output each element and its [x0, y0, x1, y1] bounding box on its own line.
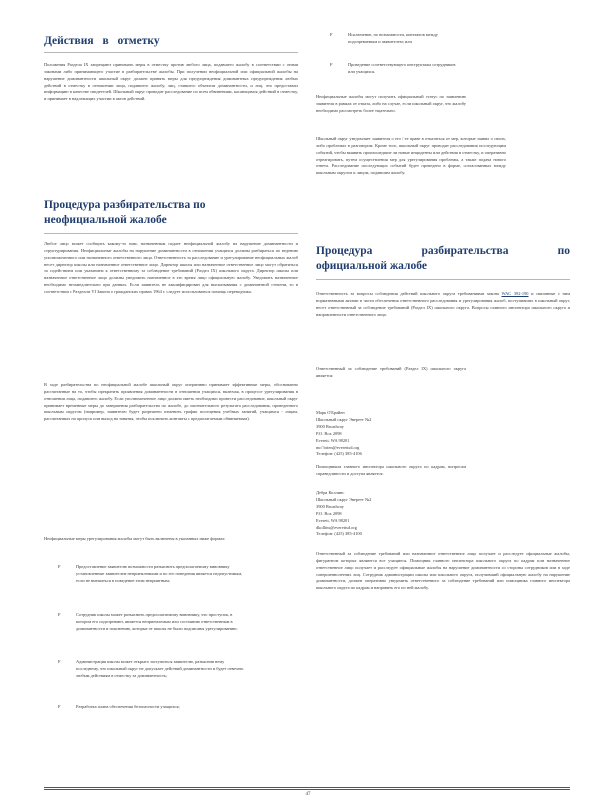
informal-paragraph-3: Неофициальные меры урегулирования жалобы могут быть включены в указанных ниже формах: [44, 536, 226, 541]
retaliation-paragraph: Положения Раздела IX запрещают принимать меры в отместку против любого лица, подавшего жалобу в соответствии с этими законами либо принимающего участие в разбирательстве жалобы. При получении неофициальной или официальной жалобы на нарушение доминантности школьный округ должен принять меры для предупреждения доминантных предупреждения любых действий в отместку в отношении лица, подавшего жалобу, лиц, ставшего объектом доминантности, и лиц, что предоставил информацию в качестве свидетелей. Школьный округ проводит расследование по всем обвинениям, касающимся действий в отместку, и принимает в надлежащих участии в актов действий. [44, 62, 298, 102]
bullet-item [58, 612, 258, 652]
informal-paragraph-2: В ходе разбирательства по неофициальной жалобе школьный округ оперативно принимает эффективные меры, обоснованно рассчитанные на то, чтобы прекратить проявления доминантности в отношении учащихся, включая, в процессе урегулирования в отношении лица, подавшего жалобу. Если уполномоченное лицо должно иметь необходимо провести расследование, школьный округ принимает временные меры до завершения разбирательства по жалобе, до окончательного результата расследования, проведенного школьным округом (например, заявителю будет разрешено изменить график посещения учебных занятий, учащимся - лицам, рассчитанных на пропуск или выход на занятия, чтобы исключить контакты с предполагаемым обвиняемым). [44, 382, 298, 422]
bullet-mark: F [330, 62, 333, 67]
bullet-mark: F [58, 659, 61, 664]
bullet-text: Предоставление заявителю возможности разъяснить предполагаемому виновнику установленные заявителем неприемлемыми и по его поведения является недопустимым, если не вмешаться в поведение этим неприятным; [76, 564, 243, 583]
contact-block-assistant: Дебра Коллинс Школьный округ Эверетт №2 3900 Broadway P.O. Box 2098 Everett, WA 98201 dkollins@everettsd.org Телефон: (425) 385-4100 [316, 490, 372, 537]
bullet-item [330, 32, 530, 48]
bullet-item [330, 62, 530, 78]
bullet-mark: F [58, 612, 61, 617]
bullet-text: Сотрудник школы может разъяснить предполагаемому виновнику, что проступок, в котором его подозревают, является неприемлемым или состоянию ответственным в доминантности и пояснению, которые от школы не были подписаны урегулированию; [76, 612, 238, 631]
wac-link[interactable]: WAC 392-190 [501, 291, 529, 296]
heading-rule [44, 233, 298, 234]
paragraph-text: Ответственность за вопросы соблюдения действий школьного округа требованиями закона [316, 291, 502, 296]
right-paragraph-1: Неофициальные жалобы могут получить официальный статус по заявлению заявителя в рамках от отказа, либо на случае, если школьный округ, что жалобу необходимо рассмотреть более тщательно. [316, 94, 466, 113]
heading-formal-complaint: Процедура разбирательства по [316, 245, 570, 257]
paragraph-text: и связанные с ним нормативными актами в части обеспечения ответственного расследования и урегулирования жалоб, поступивших в школьный округ, несет ответственный за соблюдение требований (Раздел IX) школьного округа. Вопросы главного инспектора школьного округа и направленности ответственного лицо. [316, 291, 570, 317]
page-number: 47 [305, 792, 311, 797]
right-paragraph-3 [316, 291, 570, 318]
right-paragraph-5: Помощником главного инспектора школьного округа по кадрам, вопросам справедливости и доступа является: [316, 464, 466, 476]
bullet-text: Администрация школы может открыто заступиться заявителю, разъяснив нему последнему, что школьный округ не допускает действий доминантности и будет отвечать любым действиям в отместку за доминантность; [76, 659, 244, 678]
bullet-item [58, 659, 258, 699]
bullet-text: Исключение, по возможности, контактов между подозреваемым и заявителем; или [348, 32, 438, 44]
right-paragraph-4: Ответственный за соблюдение требований (Раздел IX) школьного округа является: [316, 366, 466, 378]
heading-informal-complaint: Процедура разбирательства по [44, 199, 206, 211]
bullet-mark: F [330, 32, 333, 37]
footer-rule [44, 789, 570, 790]
bullet-mark: F [58, 704, 61, 709]
heading-rule [44, 52, 298, 53]
bullet-text: Разработка плана обеспечения безопасности учащихся; [76, 704, 180, 709]
right-paragraph-6: Ответственный за соблюдение требований или назначенное ответственное лицо получает и расследует официальные жалобы, фигурантом которых являются все учащиеся. Помощник главного инспектора школьного округа по кадрам или назначенное ответственное лицо получает и расследует официальные жалобы на нарушение доминантности со стороны сотрудников или в ходе совершеннолетних лиц. Сотрудник администрации школы или школьного округа, получивший официальную жалобу на нарушение доминантности, должен оперативно уведомить ответственного за соблюдение требований или помощника главного инспектора школьного округа по кадрам и направить его по ней жалобу. [316, 551, 570, 591]
heading-rule [316, 279, 570, 280]
right-paragraph-2: Школьный округ уведомляет заявителя о его / ее праве в отказаться от мер, которые заявил о своих, либо проблемах в разговором. Кроме того, школьный округ проводит расследования последующим событий, чтобы выявить произошедшие ли новые инциденты или действия в отместку, и оперативно отреагировать, путем осуществления мер для урегулирования проблемы, а также подача нового ответа. Расследование последующих событий будет проведено в форме, согласованных между школьным округом и лицом, подавшим жалобу. [316, 136, 506, 176]
bullet-item [58, 564, 258, 604]
heading-informal-complaint-line2: неофициальной жалобе [44, 214, 167, 226]
informal-paragraph-1: Любое лицо может сообщить какому-то ним, назначенным подает неофициальной жалобу на нарушение доминантности и структурирования. Неофициальные жалобы на нарушение доминантности в отношении учащихся должны разбираться по ведению уполномоченного или назначенного ответственного лица. Ответственность за расследование и урегулирование неофициальных жалоб несет директор школы или назначенное ответственное лицо. Директор школы или назначенное ответственное лицо могут обратиться за содействием или указанием к ответственному за соблюдение требований (Раздел IX) школьного округа. Директор школы или назначенное ответственное лицо должны уведомить назначенное в это время лицо официальную жалобу. Уведомить назначенное необходимо незамедлительно при данных. Если заявитель не квалифицирован для высказывания с доминантной степени, то в соответствии с Разделом VI Закона о гражданских правах 1964 г. следует использоваться помощь переводчика. [44, 241, 298, 294]
bullet-mark: F [58, 564, 61, 569]
heading-retaliation: Действия в отметку [44, 35, 160, 47]
contact-block-compliance: Марк О'Брайен Школьный округ Эверетт №2 3900 Broadway P.O. Box 2098 Everett, WA 98201 mo' brien@everettsd.org Телефон: (425) 385-4106 [316, 410, 372, 457]
bullet-item [58, 704, 258, 714]
bullet-text: Проведение соответствующего инструктажа сотрудников или учащихся. [348, 62, 456, 74]
heading-formal-complaint-line2: официальной жалобе [316, 260, 427, 272]
footer-rule [44, 787, 570, 788]
